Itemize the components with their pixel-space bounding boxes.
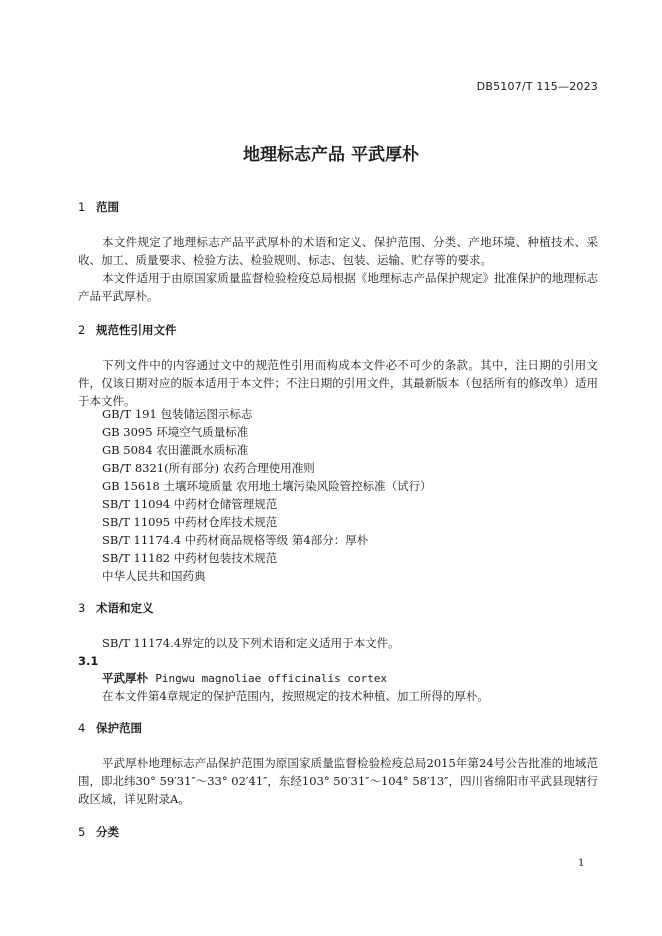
normative-references-intro: 下列文件中的内容通过文中的规范性引用而构成本文件必不可少的条款。其中，注日期的引用文件，仅该日期对应的版本适用于本文件；不注日期的引用文件，其最新版本（包括所有的修改单）适用于本文件。 (78, 358, 598, 408)
reference-item: GB/T 191 包装储运图示标志 (102, 407, 253, 421)
reference-item: GB/T 8321(所有部分) 农药合理使用准则 (102, 461, 315, 475)
term-english: Pingwu magnoliae officinalis cortex (155, 672, 388, 685)
section-number: 1 (78, 200, 86, 214)
section-heading-2 (78, 322, 177, 338)
scope-paragraph-2: 本文件适用于由原国家质量监督检验检疫总局根据《地理标志产品保护规定》批准保护的地理标志产品平武厚朴。 (78, 271, 598, 303)
reference-item: SB/T 11182 中药材包装技术规范 (102, 551, 278, 565)
reference-item: GB 15618 土壤环境质量 农用地土壤污染风险管控标准（试行） (102, 479, 432, 493)
section-title: 范围 (96, 200, 119, 214)
section-heading-5 (78, 824, 119, 840)
reference-item: 中华人民共和国药典 (102, 569, 206, 583)
section-number: 5 (78, 825, 86, 839)
section-heading-1 (78, 199, 119, 215)
section-number: 2 (78, 323, 86, 337)
terms-intro: SB/T 11174.4界定的以及下列术语和定义适用于本文件。 (102, 636, 400, 650)
term-entry (102, 669, 387, 688)
section-number: 3 (78, 601, 86, 615)
section-title: 术语和定义 (96, 601, 154, 615)
term-number: 3.1 (78, 654, 99, 668)
section-heading-3 (78, 600, 154, 616)
reference-item: SB/T 11095 中药材仓库技术规范 (102, 515, 278, 529)
section-title: 分类 (96, 825, 119, 839)
section-title: 规范性引用文件 (96, 323, 177, 337)
page-number: 1 (578, 858, 585, 869)
section-title: 保护范围 (96, 721, 142, 735)
reference-item: GB 3095 环境空气质量标准 (102, 425, 249, 439)
scope-paragraph-1: 本文件规定了地理标志产品平武厚朴的术语和定义、保护范围、分类、产地环境、种植技术、采收、加工、质量要求、检验方法、检验规则、标志、包装、运输、贮存等的要求。 (78, 235, 598, 267)
term-definition: 在本文件第4章规定的保护范围内，按照规定的技术种植、加工所得的厚朴。 (102, 689, 489, 703)
reference-item: GB 5084 农田灌溉水质标准 (102, 443, 249, 457)
term-chinese: 平武厚朴 (102, 671, 148, 685)
section-number: 4 (78, 721, 86, 735)
reference-item: SB/T 11174.4 中药材商品规格等级 第4部分：厚朴 (102, 533, 369, 547)
section-heading-4 (78, 720, 142, 736)
protection-scope-paragraph: 平武厚朴地理标志产品保护范围为原国家质量监督检验检疫总局2015年第24号公告批准的地域范围，即北纬30° 59′31″～33° 02′41″，东经103° 50′31″～104° 58′13″，四川省绵阳市平武县现辖行政区域，详见附录A。 (78, 756, 598, 806)
document-code: DB5107/T 115—2023 (476, 80, 598, 93)
document-title: 地理标志产品 平武厚朴 (243, 145, 419, 165)
reference-item: SB/T 11094 中药材仓储管理规范 (102, 497, 278, 511)
